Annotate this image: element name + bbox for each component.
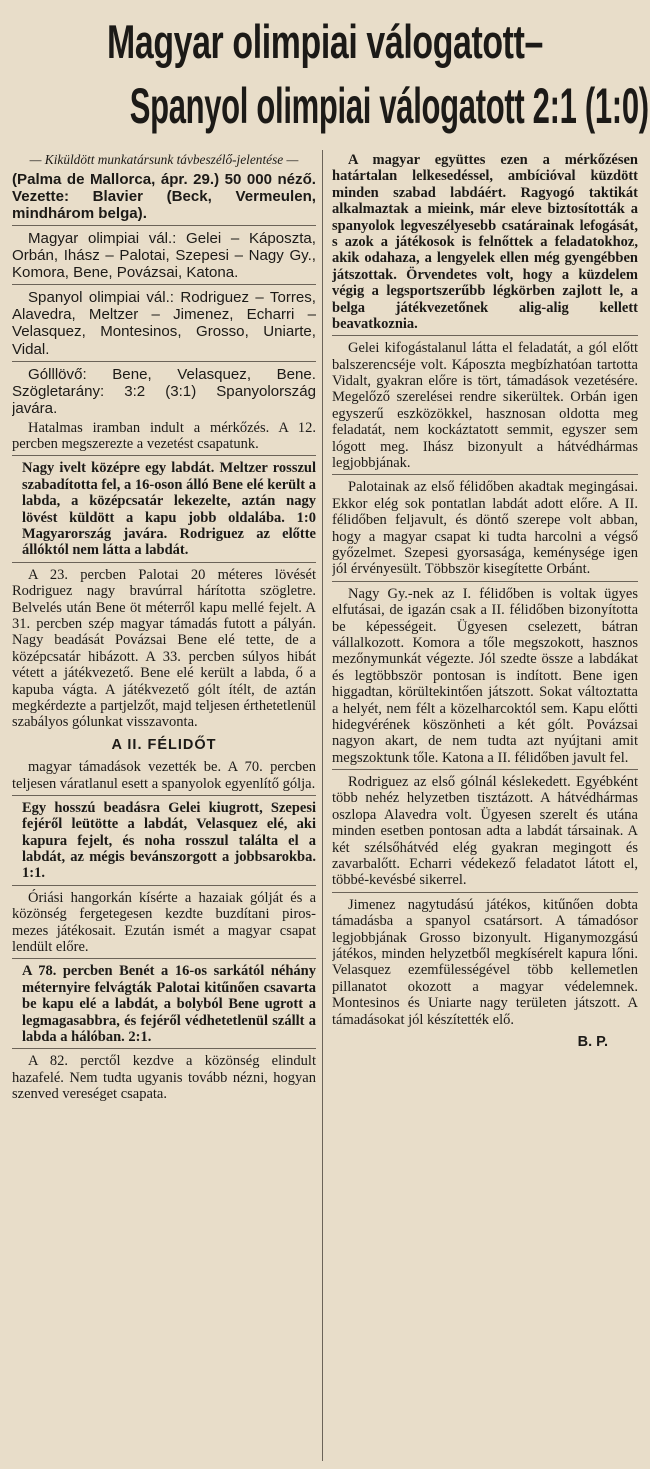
separator [12,1048,316,1049]
paragraph: magyar támadások vezették be. A 70. percben teljesen váratlanul esett a spanyolok egyenlítő gólja. [12,759,316,792]
paragraph: Gelei kifogástalanul látta el feladatát, a gól előtt balszerencséje volt. Káposzta megbízhatóan tartotta Vidalt, gyakran előre is tört, támadások vezetésére. Megelőző szerelései rendre sikerültek. Orbán igen egyszerű eszközökkel, hasznosan oldotta meg feladatát, nem kockáztatott semmit, egyszer sem lógott meg. Ihász bizonyult a hátvédhármas legjobbjának. [332,340,638,472]
team-assessment: A magyar együttes ezen a mérkőzésen határtalan lelkesedéssel, ambícióval küzdött minden szabad labdáért. Ragyogó taktikát alkalmaztak a mieink, már eleve biztosították a spanyolok legveszélyesebb csatárainak lefogását, s azok a játékosok is felnőttek a feladatokhoz, akik odahaza, a lengyelek ellen még gyengébben játszottak. Örvendetes volt, hogy a küzdelem végig a legsportszerűbb légkörben zajlott le, a belga játékvezetőnek alig-alig kellett beavatkoznia. [332,152,638,332]
match-info: (Palma de Mallorca, ápr. 29.) 50 000 néző. Vezette: Blavier (Beck, Vermeulen, mindhárom belga). [12,171,316,223]
signature: B. P. [577,1033,608,1050]
separator [12,958,316,959]
goal-description: Nagy ivelt középre egy labdát. Meltzer rosszul szabadította fel, a 16-oson álló Bene elé került a labda, a középcsatár lekezelte, aztán nagy lövést küldött a kapu jobb oldalába. 1:0 Magyarország javára. Rodriguez az előtte állóktól nem látta a labdát. [22,460,316,559]
left-column [12,152,316,1461]
paragraph: Rodriguez az első gólnál késlekedett. Egyébként több nehéz helyzetben tisztázott. A hátvédhármas oszlopa Alavedra volt. Ügyesen szerelt és utána minden esetben pontosan adta a labdát társainak. A két szélsőhátvéd elég gyakran megingott és zavarbalőtt. Echarri védekező feladatot látott el, többé-kevésbé sikerrel. [332,774,638,889]
scorers: Gólllövő: Bene, Velasquez, Bene. Szögletarány: 3:2 (3:1) Spanyolország javára. [12,365,316,417]
separator [12,284,316,285]
paragraph: Jimenez nagytudású játékos, kitűnően dobta támadásba a spanyol csatársort. A támadósor legjobbjának Grosso bizonyult. Higanymozgású játékos, minden helyzetből megkísérelt kapura lőni. Velasquez ezemfülességével több kellemetlen pillanatot okozott a magyar védelemnek. Montesinos és Uniarte nagy területen játszott. A támadásokat jól készítették elő. [332,896,638,1028]
paragraph: Nagy Gy.-nek az I. félidőben is voltak ügyes elfutásai, de igazán csak a II. félidőben bizonyította be képességeit. Ügyesen cselezett, bátran vállalkozott. Komora a tőle megszokott, hasznos mezőnymunkát végezte. Jól szedte össze a labdákat és legtöbbször pontosan is indított. Bene igen higgadtan, körültekintően játszott. Sokat változtatta a helyét, nem félt a közelharcoktól sem. Kapu előtti hidegvérének köszönheti a két gólt. Povázsai nagyon akart, de nem tudta azt nyújtani amit megszoktunk tőle. Katona a II. félidőben javult fel. [332,585,638,766]
second-half-subhead: A II. FÉLIDŐT [111,736,217,753]
separator [332,581,638,582]
goal-description: Egy hosszú beadásra Gelei kiugrott, Szepesi fejéről leütötte a labdát, Velasquez elé, aki kapura fejelt, és noha rosszul találta el a labdát, az mégis bevánszorgott a jobbsarokba. 1:1. [22,799,316,882]
separator [332,474,638,475]
paragraph: Palotainak az első félidőben akadtak megingásai. Ekkor elég sok pontatlan labdát adott előre. A II. félidőben feljavult, és döntő szerepe volt abban, hogy a magyar csapat ki tudta harcolni a végső győzelmet. Szepesi gyorsasága, keménysége igen jól érvényesült. Többször kisegítette Orbánt. [332,479,638,578]
paragraph: A 23. percben Palotai 20 méteres lövését Rodriguez nagy bravúrral hárította szögletre. Belvelés után Bene öt méterről kapu mellé fejelt. A 31. percben szép magyar támadás futott a pályán. Nagy beadását Povázsai Bene elé tette, de a középcsatár hibázott. A 33. percben súlyos hibát vétett a játékvezető. Bene elé került a labda, ő a kapuba vágta. A játékvezető gólt ítélt, de aztán megkérdezte a partjelzőt, majd teljesen érthetetlenül szabályos gólunkat visszavonta. [12,566,316,731]
paragraph: A 82. perctől kezdve a közönség elindult hazafelé. Nem tudta ugyanis tovább nézni, hogyan szenved vereséget csapata. [12,1053,316,1103]
byline: — Kiküldött munkatársunk távbeszélő-jelentése — [29,152,299,167]
hungarian-lineup: Magyar olimpiai vál.: Gelei – Káposzta, Orbán, Ihász – Palotai, Szepesi – Nagy Gy., Komora, Bene, Povázsai, Katona. [12,230,316,282]
column-divider [322,150,323,1461]
headline-line-1: Magyar olimpiai válogatott– [107,15,543,68]
spanish-lineup: Spanyol olimpiai vál.: Rodriguez – Torres, Alavedra, Meltzer – Jimenez, Echarri – Velasquez, Montesinos, Grosso, Uniarte, Vidal. [12,289,316,358]
separator [12,562,316,563]
separator [12,795,316,796]
goal-description: A 78. percben Benét a 16-os sarkától néhány méternyire felvágták Palotai kitűnően csavarta be kapu elé a labdát, a bolyból Bene ugrott a legmagasabbra, és fejéről védhetetlenül szállt a labda a hálóban. 2:1. [22,963,316,1045]
separator [12,225,316,226]
paragraph: Óriási hangorkán kísérte a hazaiak gólját és a közönség fergetegesen kezdte buzdítani piros-mezes játékosait. Ezután ismét a magyar csapat lendült előre. [12,889,316,956]
separator [12,455,316,456]
paragraph: Hatalmas iramban indult a mérkőzés. A 12. percben megszerezte a vezetést csapatunk. [12,419,316,453]
headline-line-2: Spanyol olimpiai válogatott 2:1 (1:0) [129,78,649,134]
separator [332,769,638,770]
right-column [332,152,638,1461]
separator [12,361,316,362]
separator [332,335,638,336]
separator [332,892,638,893]
separator [12,885,316,886]
